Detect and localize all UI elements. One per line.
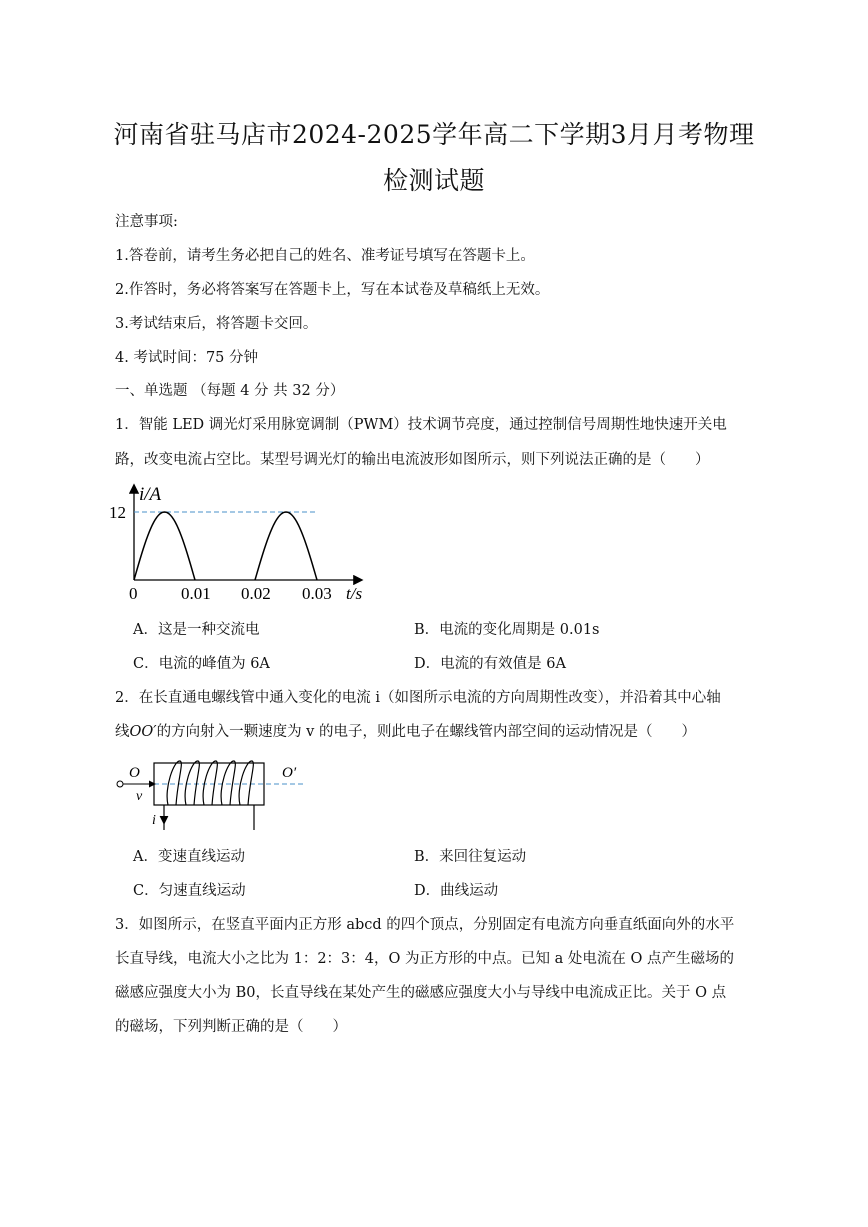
exam-title-line2: 检测试题 bbox=[382, 166, 485, 195]
coil-turn bbox=[239, 761, 253, 805]
q2-option-d[interactable]: D．曲线运动 bbox=[414, 883, 499, 899]
coil-turn bbox=[221, 761, 235, 805]
coil-turn bbox=[185, 761, 199, 805]
current-arrow bbox=[160, 816, 168, 824]
notice-heading: 注意事项: bbox=[115, 214, 178, 230]
label-i: i bbox=[152, 813, 156, 828]
q2-line2-rest: 的方向射入一颗速度为 v 的电子，则此电子在螺线管内部空间的运动情况是（ ） bbox=[156, 724, 696, 740]
electron-source bbox=[117, 781, 123, 787]
q1-text-line2: 路，改变电流占空比。某型号调光灯的输出电流波形如图所示，则下列说法正确的是（ ） bbox=[115, 452, 710, 468]
q2-option-b[interactable]: B．来回往复运动 bbox=[414, 849, 527, 865]
q2-axis-symbol: OO′ bbox=[129, 724, 157, 740]
exam-title-line1: 河南省驻马店市2024-2025学年高二下学期3月月考物理 bbox=[113, 120, 755, 149]
x-tick-003: 0.03 bbox=[302, 584, 332, 603]
origin-label: 0 bbox=[129, 584, 138, 603]
label-o-prime: O′ bbox=[282, 765, 297, 781]
q1-option-b[interactable]: B．电流的变化周期是 0.01s bbox=[414, 622, 600, 638]
q2-option-a[interactable]: A．变速直线运动 bbox=[133, 849, 245, 865]
x-tick-002: 0.02 bbox=[241, 584, 271, 603]
q1-option-d[interactable]: D．电流的有效值是 6A bbox=[414, 656, 566, 672]
coil-turn bbox=[203, 761, 217, 805]
label-o: O bbox=[129, 765, 140, 781]
q3-text-line2: 长直导线，电流大小之比为 1：2：3：4，O 为正方形的中点。已知 a 处电流在 O 点产生磁场的 bbox=[115, 951, 734, 967]
q2-line2-prefix: 线 bbox=[115, 724, 130, 740]
x-axis-label: t/s bbox=[346, 584, 363, 603]
label-v: v bbox=[136, 789, 143, 804]
q2-option-c[interactable]: C．匀速直线运动 bbox=[133, 883, 246, 899]
y-axis-label: i/A bbox=[139, 484, 162, 505]
q1-option-c[interactable]: C．电流的峰值为 6A bbox=[133, 656, 270, 672]
q1-text-line1: 1．智能 LED 调光灯采用脉宽调制（PWM）技术调节亮度，通过控制信号周期性地快速开关电 bbox=[115, 417, 727, 433]
notice-item-1: 1.答卷前，请考生务必把自己的姓名、准考证号填写在答题卡上。 bbox=[115, 248, 535, 264]
q2-text-line2 bbox=[115, 721, 755, 743]
x-tick-001: 0.01 bbox=[181, 584, 211, 603]
notice-item-4: 4. 考试时间：75 分钟 bbox=[115, 350, 259, 366]
q3-text-line1: 3．如图所示，在竖直平面内正方形 abcd 的四个顶点，分别固定有电流方向垂直纸面向外的水平 bbox=[115, 917, 735, 933]
q1-option-a[interactable]: A．这是一种交流电 bbox=[133, 622, 260, 638]
notice-item-3: 3.考试结束后，将答题卡交回。 bbox=[115, 316, 318, 332]
q1-current-graph bbox=[105, 478, 375, 608]
half-wave-2 bbox=[255, 512, 317, 580]
q3-text-line4: 的磁场，下列判断正确的是（ ） bbox=[115, 1019, 347, 1035]
coil-turn bbox=[167, 761, 181, 805]
section-heading: 一、单选题 （每题 4 分 共 32 分） bbox=[115, 383, 345, 399]
half-wave-1 bbox=[134, 512, 195, 580]
notice-item-2: 2.作答时，务必将答案写在答题卡上，写在本试卷及草稿纸上无效。 bbox=[115, 282, 550, 298]
q2-solenoid-figure bbox=[112, 758, 312, 833]
q2-text-line1: 2．在长直通电螺线管中通入变化的电流 i（如图所示电流的方向周期性改变），并沿着其中心轴 bbox=[115, 690, 721, 706]
q3-text-line3: 磁感应强度大小为 B0，长直导线在某处产生的磁感应强度大小与导线中电流成正比。关于 O 点 bbox=[115, 985, 727, 1001]
y-tick-12: 12 bbox=[109, 503, 126, 522]
